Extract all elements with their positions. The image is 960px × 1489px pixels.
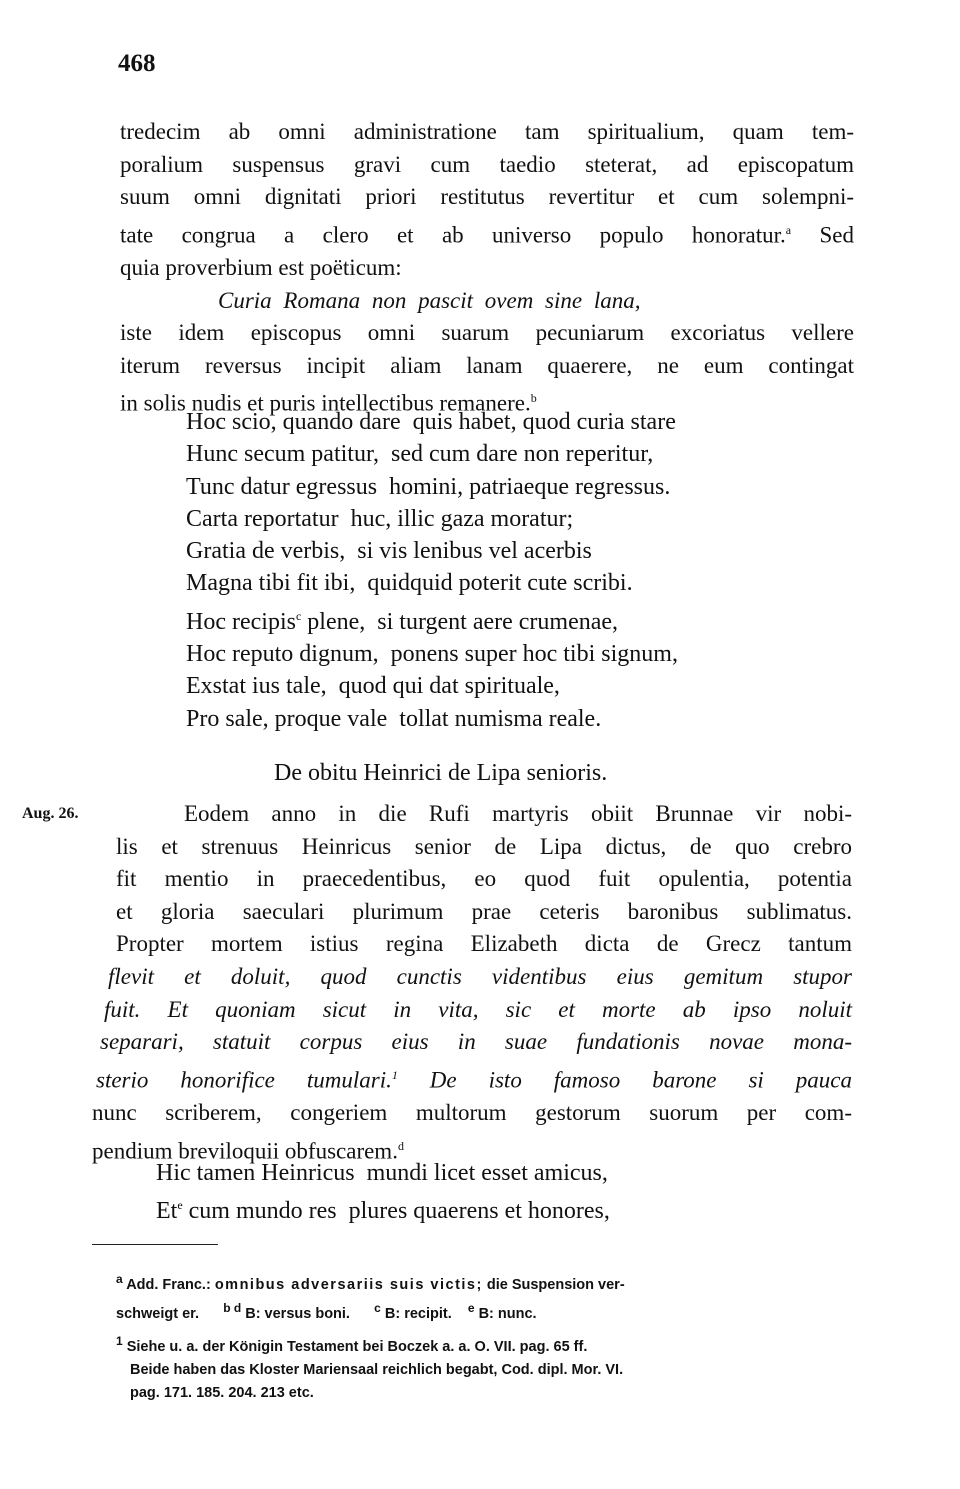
footnote-mark: 1 bbox=[391, 1067, 398, 1082]
text-fragment: cum mundo res plures quaerens et honores, bbox=[182, 1198, 610, 1225]
footnote-mark: e bbox=[177, 1198, 183, 1213]
text-fragment: Et bbox=[156, 1198, 178, 1225]
footnote-a bbox=[116, 1268, 856, 1297]
footnote-line bbox=[116, 1297, 856, 1326]
footnote-1 bbox=[116, 1330, 856, 1405]
text-line: flevit et doluit, quod cunctis videntibus eius gemitum stupor bbox=[108, 963, 852, 989]
verse-line: Carta reportatur huc, illic gaza moratur; bbox=[186, 505, 574, 532]
quoted-verse: Curia Romana non pascit ovem sine lana, bbox=[218, 287, 641, 313]
verse-line: Hunc secum patitur, sed cum dare non reperitur, bbox=[186, 441, 654, 468]
footnote-line: pag. 171. 185. 204. 213 etc. bbox=[130, 1384, 314, 1401]
footnote-mark: b d bbox=[223, 1300, 242, 1315]
verse-line: Hoc scio, quando dare quis habet, quod curia stare bbox=[186, 409, 676, 435]
text-fragment: schweigt er. bbox=[116, 1305, 200, 1322]
text-line: Eodem anno in die Rufi martyris obiit Brunnae vir nobi- bbox=[184, 801, 852, 826]
text-line: poralium suspensus gravi cum taedio steterat, ad episcopatum bbox=[120, 151, 854, 177]
text-fragment: tate congrua a clero et ab universo populo honoratur. bbox=[120, 222, 786, 248]
footnotes-critical bbox=[116, 1268, 856, 1326]
text-line: iste idem episcopus omni suarum pecuniarum excoriatus vellere bbox=[120, 320, 854, 346]
margin-date: Aug. 26. bbox=[22, 805, 79, 822]
page-number: 468 bbox=[118, 50, 156, 77]
text-line: Propter mortem istius regina Elizabeth dicta de Grecz tantum bbox=[116, 931, 852, 957]
footnote-rule bbox=[92, 1244, 218, 1245]
verse-line bbox=[186, 600, 678, 638]
text-fragment: Sed bbox=[791, 222, 854, 248]
footnote-mark: c bbox=[374, 1300, 381, 1315]
text-fragment: Hoc recipis bbox=[186, 608, 296, 635]
footnote-mark: c bbox=[295, 608, 302, 623]
text-fragment: De isto famoso barone si pauca bbox=[397, 1067, 852, 1093]
text-line bbox=[120, 214, 854, 252]
verse-line: Exstat ius tale, quod qui dat spirituale, bbox=[186, 673, 560, 700]
text-fragment: B: versus boni. bbox=[245, 1305, 350, 1322]
verse-line: Pro sale, proque vale tollat numisma reale. bbox=[186, 705, 602, 732]
text-fragment: Siehe u. a. der Königin Testament bei Boczek a. a. O. VII. pag. 65 ff. bbox=[126, 1338, 588, 1355]
text-fragment: Add. Franc.: bbox=[126, 1276, 215, 1293]
text-line bbox=[96, 1059, 852, 1097]
footnote-mark: 1 bbox=[116, 1334, 123, 1348]
footnote-mark: a bbox=[785, 222, 792, 237]
text-line: quia proverbium est poëticum: bbox=[120, 255, 402, 281]
text-fragment: B: nunc. bbox=[478, 1305, 537, 1322]
text-line: iterum reversus incipit aliam lanam quaerere, ne eum contingat bbox=[120, 352, 854, 378]
text-line: lis et strenuus Heinricus senior de Lipa dictus, de quo crebro bbox=[116, 833, 852, 859]
text-line: et gloria saeculari plurimum prae ceteris baronibus sublimatus. bbox=[116, 898, 852, 924]
section-heading: De obitu Heinrici de Lipa senioris. bbox=[274, 760, 608, 786]
text-fragment: omnibus adversariis suis victis; bbox=[214, 1276, 483, 1293]
text-line: tredecim ab omni administratione tam spiritualium, quam tem- bbox=[120, 119, 854, 144]
footnote-mark: b bbox=[530, 391, 537, 406]
verse-line bbox=[156, 1189, 610, 1227]
text-line: separari, statuit corpus eius in suae fundationis novae mona- bbox=[100, 1029, 852, 1055]
text-fragment: in solis nudis et puris intellectibus remanere. bbox=[120, 391, 531, 417]
footnote-mark: e bbox=[467, 1300, 475, 1315]
verse-line: Magna tibi fit ibi, quidquid poterit cute scribi. bbox=[186, 570, 633, 597]
text-fragment: B: recipit. bbox=[384, 1305, 452, 1322]
footnote-line: Beide haben das Kloster Mariensaal reichlich begabt, Cod. dipl. Mor. VI. bbox=[130, 1361, 624, 1378]
text-line: nunc scriberem, congeriem multorum gestorum suorum per com- bbox=[92, 1100, 852, 1125]
text-fragment: sterio honorifice tumulari. bbox=[96, 1067, 392, 1093]
verse-block-1 bbox=[186, 406, 678, 735]
footnote-mark: a bbox=[116, 1272, 123, 1286]
text-line: fuit. Et quoniam sicut in vita, sic et morte ab ipso noluit bbox=[104, 996, 852, 1022]
text-fragment: pendium breviloquii obfuscarem. bbox=[92, 1138, 398, 1164]
text-fragment: die Suspension ver- bbox=[482, 1276, 625, 1293]
text-fragment: plene, si turgent aere crumenae, bbox=[301, 608, 619, 635]
verse-block-2 bbox=[156, 1157, 610, 1228]
footnote-mark: d bbox=[397, 1138, 404, 1153]
paragraph-1 bbox=[120, 116, 854, 421]
verse-line: Hic tamen Heinricus mundi licet esset amicus, bbox=[156, 1160, 608, 1186]
text-line: suum omni dignitati priori restitutus revertitur et cum solempni- bbox=[120, 184, 854, 210]
verse-line: Gratia de verbis, si vis lenibus vel acerbis bbox=[186, 538, 592, 565]
verse-line: Tunc datur egressus homini, patriaeque regressus. bbox=[186, 473, 671, 500]
text-line: fit mentio in praecedentibus, eo quod fuit opulentia, potentia bbox=[116, 866, 852, 892]
paragraph-2 bbox=[92, 798, 852, 1168]
verse-line: Hoc reputo dignum, ponens super hoc tibi signum, bbox=[186, 641, 678, 668]
footnote-line bbox=[116, 1330, 856, 1359]
